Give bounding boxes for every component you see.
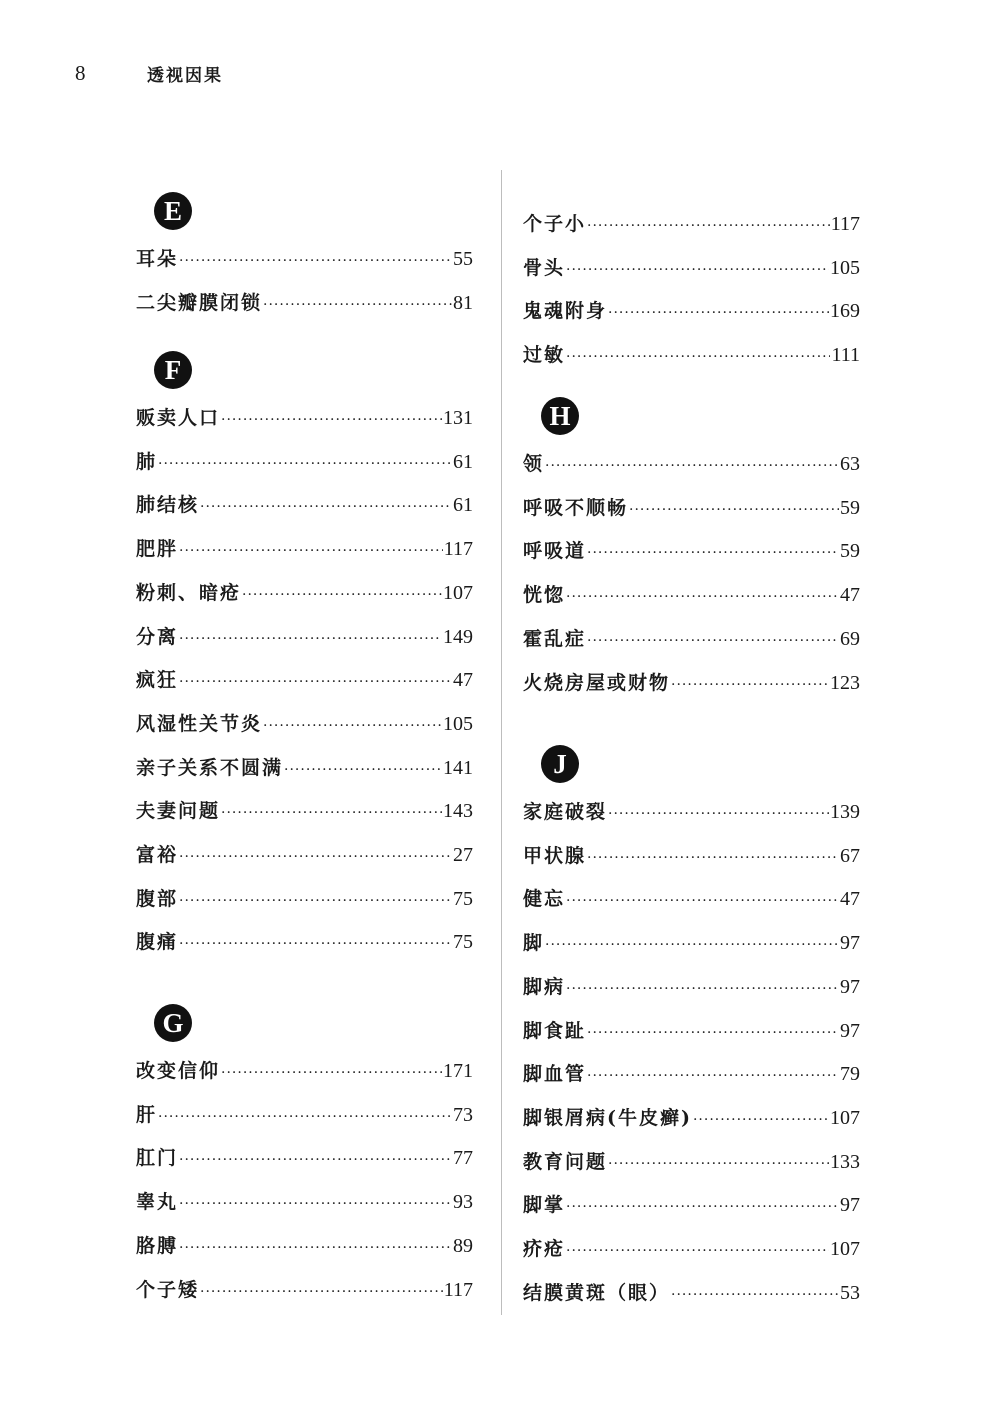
dot-leader	[566, 1236, 829, 1266]
index-term: 腹痛	[136, 931, 179, 954]
index-page-number: 59	[840, 496, 860, 519]
index-page-number: 75	[453, 931, 473, 954]
dot-leader	[545, 451, 839, 481]
dot-leader	[587, 538, 839, 568]
section-letter-badge: J	[541, 745, 579, 783]
index-page-number: 75	[453, 887, 473, 910]
index-page-number: 69	[840, 627, 860, 650]
dot-leader	[158, 449, 452, 479]
index-page-number: 105	[443, 712, 473, 735]
dot-leader	[566, 974, 839, 1004]
index-page-number: 59	[840, 540, 860, 563]
index-page-number: 77	[453, 1147, 473, 1170]
dot-leader	[263, 711, 442, 741]
index-term: 脚食趾	[523, 1019, 587, 1042]
index-page-number: 131	[443, 407, 473, 429]
index-page-number: 27	[453, 844, 473, 866]
index-page-number: 67	[840, 844, 860, 867]
index-term: 脚血管	[523, 1063, 587, 1086]
index-term: 改变信仰	[136, 1060, 221, 1082]
index-page-number: 61	[453, 494, 473, 517]
index-term: 肛门	[136, 1147, 179, 1170]
index-term: 霍乱症	[523, 627, 587, 650]
dot-leader	[179, 886, 452, 916]
index-term: 疯狂	[136, 669, 179, 692]
index-entry	[136, 1100, 473, 1130]
dot-leader	[587, 1061, 839, 1091]
index-entry	[523, 928, 860, 958]
index-entry	[136, 840, 473, 870]
index-term: 领	[523, 453, 545, 475]
left-column	[136, 0, 476, 1415]
index-page-number: 47	[453, 669, 473, 692]
index-term: 呼吸道	[523, 540, 587, 563]
right-column	[523, 0, 863, 1415]
index-term: 结膜黄斑（眼）	[523, 1281, 671, 1304]
index-entry	[523, 536, 860, 566]
index-term: 骨头	[523, 256, 566, 279]
dot-leader	[179, 1145, 452, 1175]
dot-leader	[566, 255, 829, 285]
index-page-number: 141	[443, 756, 473, 779]
dot-leader	[179, 842, 452, 872]
index-entry	[523, 1059, 860, 1089]
index-page-number: 107	[830, 1238, 860, 1260]
dot-leader	[566, 1192, 839, 1222]
dot-leader	[629, 495, 839, 525]
index-entry	[136, 622, 473, 652]
index-page-number: 123	[830, 671, 860, 694]
index-term: 分离	[136, 625, 179, 648]
index-term: 疥疮	[523, 1238, 566, 1260]
index-term: 亲子关系不圆满	[136, 756, 284, 779]
index-entry	[136, 403, 473, 433]
index-entry	[136, 1143, 473, 1173]
index-page-number: 53	[840, 1281, 860, 1304]
dot-leader	[566, 886, 839, 916]
dot-leader	[566, 582, 839, 612]
index-page-number: 97	[840, 932, 860, 955]
index-term: 脚	[523, 932, 545, 955]
index-page-number: 97	[840, 1194, 860, 1217]
index-entry	[523, 1190, 860, 1220]
section-letter-badge: E	[154, 192, 192, 230]
dot-leader	[284, 755, 442, 785]
index-page-number: 111	[831, 344, 860, 367]
index-term: 家庭破裂	[523, 801, 608, 823]
index-entry	[136, 534, 473, 564]
index-entry	[136, 1056, 473, 1086]
index-term: 健忘	[523, 888, 566, 911]
index-page-number: 79	[840, 1063, 860, 1086]
dot-leader	[587, 1018, 839, 1048]
index-term: 个子矮	[136, 1278, 200, 1301]
index-term: 粉刺、暗疮	[136, 581, 242, 604]
dot-leader	[179, 1233, 452, 1263]
index-term: 肥胖	[136, 538, 179, 561]
index-page-number: 55	[453, 248, 473, 270]
dot-leader	[671, 1280, 839, 1310]
index-entry	[523, 449, 860, 479]
index-term: 脚银屑病(牛皮癣)	[523, 1106, 692, 1129]
index-page-number: 107	[443, 581, 473, 604]
index-entry	[136, 709, 473, 739]
dot-leader	[587, 626, 839, 656]
index-entry	[523, 841, 860, 871]
index-entry	[523, 340, 860, 370]
section-letter-badge: F	[154, 351, 192, 389]
index-term: 过敏	[523, 344, 566, 367]
dot-leader	[587, 843, 839, 873]
dot-leader	[179, 929, 452, 959]
index-entry	[136, 1187, 473, 1217]
running-title: 透视因果	[147, 65, 223, 86]
index-entry	[523, 1234, 860, 1264]
index-page-number: 169	[830, 300, 860, 323]
dot-leader	[221, 798, 442, 828]
index-term: 个子小	[523, 213, 587, 235]
index-entry	[523, 884, 860, 914]
index-entry	[523, 493, 860, 523]
index-entry	[136, 1231, 473, 1261]
index-page-number: 117	[443, 538, 473, 561]
index-term: 肝	[136, 1103, 158, 1126]
dot-leader	[693, 1105, 829, 1135]
index-term: 富裕	[136, 844, 179, 866]
index-page-number: 81	[453, 291, 473, 314]
index-entry	[136, 288, 473, 318]
index-term: 夫妻问题	[136, 800, 221, 823]
index-page-number: 133	[830, 1150, 860, 1173]
index-term: 贩卖人口	[136, 407, 221, 429]
section-letter-badge: H	[541, 397, 579, 435]
index-term: 胳膊	[136, 1234, 179, 1257]
index-entry	[136, 753, 473, 783]
index-term: 火烧房屋或财物	[523, 671, 671, 694]
index-page-number: 149	[443, 625, 473, 648]
index-entry	[136, 884, 473, 914]
index-page-number: 93	[453, 1191, 473, 1214]
column-divider	[501, 170, 502, 1315]
dot-leader	[221, 405, 442, 435]
index-entry	[136, 927, 473, 957]
index-term: 教育问题	[523, 1150, 608, 1173]
index-entry	[136, 244, 473, 274]
index-entry	[136, 665, 473, 695]
dot-leader	[263, 290, 452, 320]
index-page-number: 139	[830, 801, 860, 823]
index-term: 脚病	[523, 975, 566, 998]
section-letter-badge: G	[154, 1004, 192, 1042]
index-page-number: 97	[840, 975, 860, 998]
index-page-number: 63	[840, 453, 860, 475]
dot-leader	[179, 667, 452, 697]
index-entry	[523, 1147, 860, 1177]
dot-leader	[179, 624, 442, 654]
index-page-number: 107	[830, 1106, 860, 1129]
dot-leader	[587, 211, 830, 241]
index-page-number: 73	[453, 1103, 473, 1126]
index-term: 肺结核	[136, 494, 200, 517]
index-page-number: 47	[840, 888, 860, 911]
index-entry	[136, 578, 473, 608]
dot-leader	[566, 342, 830, 372]
page-number: 8	[75, 60, 86, 85]
index-entry	[136, 1275, 473, 1305]
index-page-number: 117	[830, 213, 860, 235]
index-term: 肺	[136, 450, 158, 473]
index-entry	[136, 447, 473, 477]
index-page-number: 61	[453, 450, 473, 473]
index-entry	[523, 253, 860, 283]
dot-leader	[608, 1149, 829, 1179]
index-page-number: 97	[840, 1019, 860, 1042]
index-term: 腹部	[136, 887, 179, 910]
dot-leader	[671, 670, 829, 700]
dot-leader	[242, 580, 442, 610]
index-page-number: 171	[443, 1060, 473, 1082]
index-term: 甲状腺	[523, 844, 587, 867]
dot-leader	[545, 930, 839, 960]
index-term: 二尖瓣膜闭锁	[136, 291, 263, 314]
index-page-number: 89	[453, 1234, 473, 1257]
index-page-number: 47	[840, 584, 860, 607]
index-page-number: 105	[830, 256, 860, 279]
index-entry	[523, 1278, 860, 1308]
index-term: 恍惚	[523, 584, 566, 607]
index-entry	[523, 209, 860, 239]
dot-leader	[179, 536, 443, 566]
index-term: 耳朵	[136, 248, 179, 270]
index-page-number: 117	[443, 1278, 473, 1301]
index-entry	[523, 296, 860, 326]
dot-leader	[221, 1058, 442, 1088]
index-term: 睾丸	[136, 1191, 179, 1214]
dot-leader	[200, 1277, 443, 1307]
index-page-number: 143	[443, 800, 473, 823]
index-entry	[523, 580, 860, 610]
index-entry	[136, 796, 473, 826]
dot-leader	[158, 1102, 452, 1132]
index-entry	[136, 490, 473, 520]
index-term: 脚掌	[523, 1194, 566, 1217]
index-entry	[523, 1016, 860, 1046]
index-entry	[523, 668, 860, 698]
dot-leader	[179, 1189, 452, 1219]
index-entry	[523, 972, 860, 1002]
index-term: 鬼魂附身	[523, 300, 608, 323]
dot-leader	[608, 799, 829, 829]
dot-leader	[179, 246, 452, 276]
index-term: 风湿性关节炎	[136, 712, 263, 735]
index-entry	[523, 624, 860, 654]
index-term: 呼吸不顺畅	[523, 496, 629, 519]
dot-leader	[608, 298, 829, 328]
index-entry	[523, 797, 860, 827]
index-entry	[523, 1103, 860, 1133]
dot-leader	[200, 492, 452, 522]
